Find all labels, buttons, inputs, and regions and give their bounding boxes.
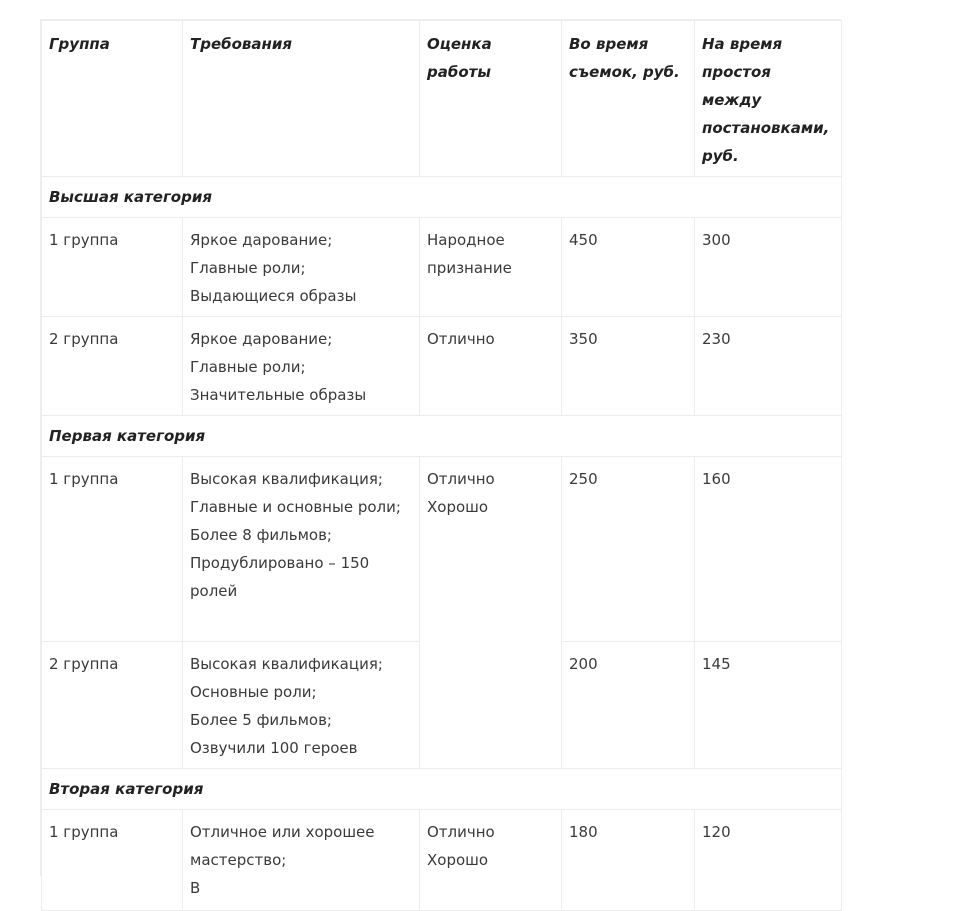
cell-rating <box>420 810 562 911</box>
header-group: Группа <box>42 21 183 177</box>
requirement-line: Продублировано – 150 ролей <box>190 554 370 600</box>
cell-shooting-rate: 350 <box>562 317 695 416</box>
cell-group: 1 группа <box>42 810 183 911</box>
cell-rating <box>420 457 562 769</box>
cell-requirements <box>183 642 420 769</box>
cell-idle-rate: 145 <box>695 642 842 769</box>
header-shooting-rate: Во время съемок, руб. <box>562 21 695 177</box>
requirement-line: Отличное или хорошее мастерство; <box>190 823 375 869</box>
cell-idle-rate: 230 <box>695 317 842 416</box>
rating-line: Хорошо <box>427 498 489 516</box>
cell-requirements <box>183 810 420 911</box>
table-row <box>42 457 842 642</box>
requirement-line: Более 5 фильмов; <box>190 711 332 729</box>
cell-shooting-rate: 450 <box>562 218 695 317</box>
header-requirements: Требования <box>183 21 420 177</box>
requirement-line: Выдающиеся образы <box>190 287 357 305</box>
category-title: Первая категория <box>42 416 842 457</box>
category-row <box>42 769 842 810</box>
cell-group: 1 группа <box>42 457 183 642</box>
cell-group: 2 группа <box>42 317 183 416</box>
requirement-line: Более 8 фильмов; <box>190 526 332 544</box>
requirement-line: Основные роли; <box>190 683 317 701</box>
requirement-line: Главные и основные роли; <box>190 498 401 516</box>
requirement-line: Значительные образы <box>190 386 367 404</box>
cell-requirements <box>183 317 420 416</box>
category-title: Высшая категория <box>42 177 842 218</box>
category-row <box>42 177 842 218</box>
cell-group: 1 группа <box>42 218 183 317</box>
cell-requirements <box>183 218 420 317</box>
rates-table <box>41 20 842 911</box>
requirement-line: Главные роли; <box>190 259 306 277</box>
cell-idle-rate: 160 <box>695 457 842 642</box>
cell-idle-rate: 300 <box>695 218 842 317</box>
requirement-line: Яркое дарование; <box>190 330 333 348</box>
table-header-row <box>42 21 842 177</box>
requirement-line: Высокая квалификация; <box>190 470 383 488</box>
rating-line: Отлично <box>427 823 495 841</box>
cell-shooting-rate: 180 <box>562 810 695 911</box>
cell-requirements <box>183 457 420 642</box>
requirement-line: В <box>190 879 201 897</box>
cell-shooting-rate: 200 <box>562 642 695 769</box>
rating-line: Хорошо <box>427 851 489 869</box>
cell-rating <box>420 218 562 317</box>
rating-line: Народное признание <box>427 231 512 277</box>
table-row <box>42 810 842 911</box>
header-rating: Оценка работы <box>420 21 562 177</box>
cell-shooting-rate: 250 <box>562 457 695 642</box>
rating-line: Отлично <box>427 470 495 488</box>
cell-group: 2 группа <box>42 642 183 769</box>
category-title: Вторая категория <box>42 769 842 810</box>
header-idle-rate: На время простоя между постановками, руб. <box>695 21 842 177</box>
table-row <box>42 317 842 416</box>
requirement-line: Высокая квалификация; <box>190 655 383 673</box>
requirement-line: Озвучили 100 героев <box>190 739 358 757</box>
cell-idle-rate: 120 <box>695 810 842 911</box>
cell-rating <box>420 317 562 416</box>
requirement-line: Главные роли; <box>190 358 306 376</box>
rating-line: Отлично <box>427 330 495 348</box>
category-row <box>42 416 842 457</box>
table-row <box>42 218 842 317</box>
requirement-line: Яркое дарование; <box>190 231 333 249</box>
rates-table-container <box>40 19 841 897</box>
